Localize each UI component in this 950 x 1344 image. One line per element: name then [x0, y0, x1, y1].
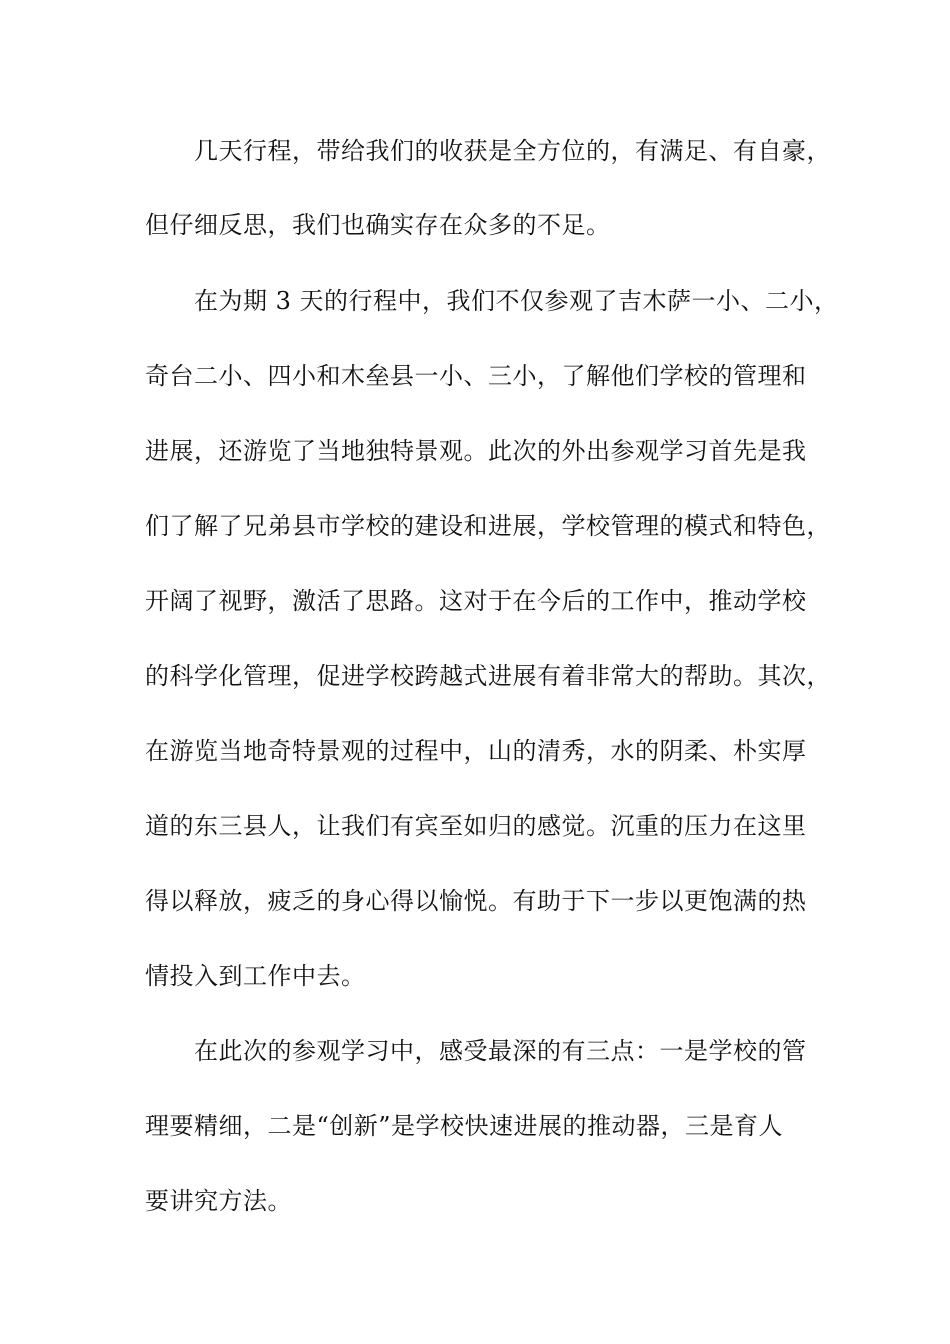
paragraph-1-line-1: 几天行程，带给我们的收获是全方位的，有满足、有自豪， [194, 137, 831, 165]
paragraph-2-line-3: 进展，还游览了当地独特景观。此次的外出参观学习首先是我 [145, 437, 807, 465]
paragraph-1-line-2: 但仔细反思，我们也确实存在众多的不足。 [145, 211, 611, 239]
paragraph-3-line-1: 在此次的参观学习中，感受最深的有三点：一是学校的管 [194, 1037, 807, 1065]
paragraph-2-line-7: 在游览当地奇特景观的过程中，山的清秀，水的阴柔、朴实厚 [145, 737, 807, 765]
paragraph-2-line-2: 奇台二小、四小和木垒县一小、三小，了解他们学校的管理和 [145, 362, 807, 390]
paragraph-2-line-10: 情投入到工作中去。 [145, 962, 366, 990]
paragraph-2-line-1: 在为期 3 天的行程中，我们不仅参观了吉木萨一小、二小， [194, 287, 839, 315]
paragraph-2-line-5: 开阔了视野，激活了思路。这对于在今后的工作中，推动学校 [145, 587, 807, 615]
paragraph-2-line-8: 道的东三县人，让我们有宾至如归的感觉。沉重的压力在这里 [145, 812, 807, 840]
paragraph-3-line-3: 要讲究方法。 [145, 1187, 292, 1215]
paragraph-2-line-9: 得以释放，疲乏的身心得以愉悦。有助于下一步以更饱满的热 [145, 887, 807, 915]
paragraph-2-line-4: 们了解了兄弟县市学校的建设和进展，学校管理的模式和特色， [145, 512, 831, 540]
paragraph-2-line-6: 的科学化管理，促进学校跨越式进展有着非常大的帮助。其次， [145, 662, 831, 690]
paragraph-3-line-2: 理要精细，二是“创新”是学校快速进展的推动器，三是育人 [145, 1112, 784, 1140]
